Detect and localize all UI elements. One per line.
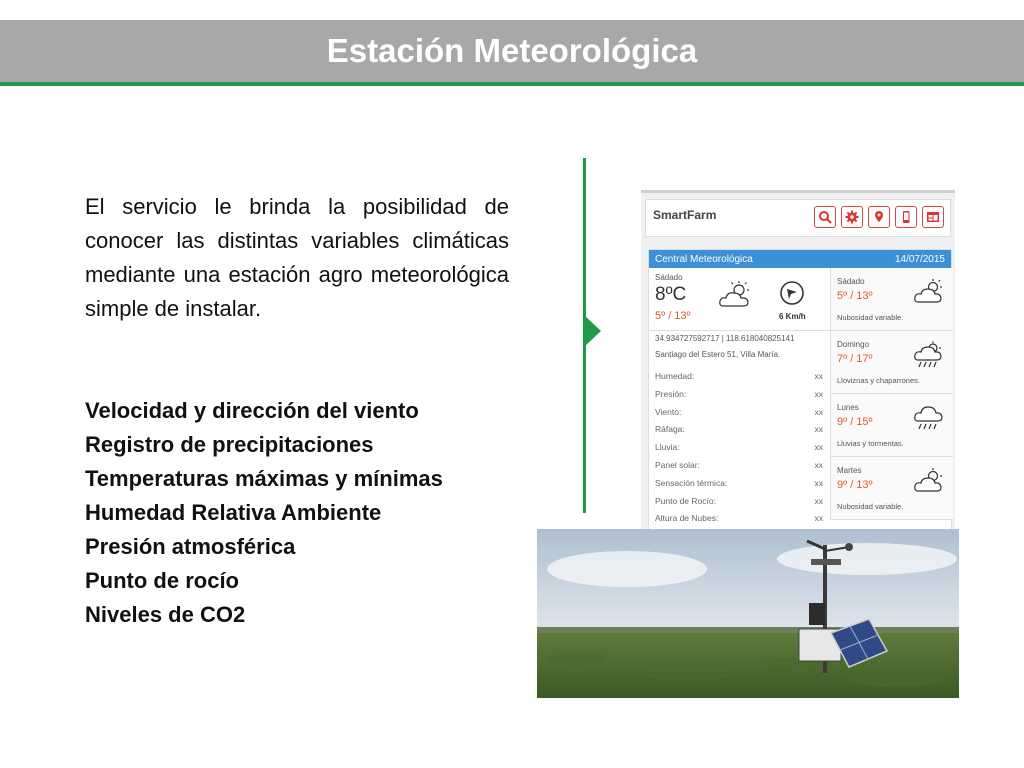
slide-title: Estación Meteorológica xyxy=(326,32,698,69)
forecast-range: 5º / 13º xyxy=(837,290,873,302)
divider-arrow-icon xyxy=(585,316,601,346)
address: Santiago del Estero 51, Villa María. xyxy=(655,350,781,359)
weather-station-photo xyxy=(537,529,959,698)
search-icon[interactable] xyxy=(814,206,836,228)
variable-label: Ráfaga: xyxy=(655,424,685,435)
variable-label: Lluvia: xyxy=(655,442,680,453)
variable-value: xx xyxy=(814,388,823,399)
wind-speed: 6 Km/h xyxy=(779,312,806,321)
forecast-range: 7º / 17º xyxy=(837,353,873,365)
coordinates: 34.934727592717 | 118.618040825141 xyxy=(649,330,830,343)
variable-label: Altura de Nubes: xyxy=(655,513,719,524)
forecast-item xyxy=(831,457,953,520)
current-temp: 8ºC xyxy=(655,284,687,305)
variable-row xyxy=(655,510,823,528)
wind-direction-icon xyxy=(779,280,805,306)
app-header xyxy=(645,199,951,237)
variable-row xyxy=(655,386,823,404)
current-range: 5º / 13º xyxy=(655,310,691,322)
variable-value: xx xyxy=(814,442,823,453)
variable-value: xx xyxy=(814,459,823,470)
feature-item: Punto de rocío xyxy=(85,568,239,593)
forecast-list xyxy=(830,268,953,520)
feature-list xyxy=(85,394,515,632)
current-conditions xyxy=(649,268,830,548)
title-underline xyxy=(0,82,1024,86)
forecast-range: 9º / 15º xyxy=(837,416,873,428)
feature-item: Temperaturas máximas y mínimas xyxy=(85,466,443,491)
variable-value: xx xyxy=(814,513,823,524)
variable-row xyxy=(655,404,823,422)
feature-item: Niveles de CO2 xyxy=(85,602,246,627)
forecast-desc: Lloviznas y chaparrones. xyxy=(837,376,920,385)
title-bar xyxy=(0,20,1024,82)
variable-value: xx xyxy=(814,371,823,381)
app-brand: SmartFarm xyxy=(653,208,717,222)
app-screenshot xyxy=(641,190,955,530)
intro-paragraph: El servicio le brinda la posibilidad de conocer las distintas variables climáticas mediante una estación agro meteorológica simple de instalar. xyxy=(85,194,509,321)
forecast-item xyxy=(831,268,953,331)
panel-date: 14/07/2015 xyxy=(894,253,945,265)
variable-row xyxy=(655,439,823,457)
forecast-day: Domingo xyxy=(837,340,870,349)
variable-label: Sensación térmica: xyxy=(655,477,728,488)
variable-row xyxy=(655,421,823,439)
variable-value: xx xyxy=(814,424,823,435)
feature-item: Presión atmosférica xyxy=(85,534,296,559)
phone-icon[interactable] xyxy=(895,206,917,228)
variable-row xyxy=(655,368,823,386)
variable-label: Viento: xyxy=(655,406,682,417)
variable-row xyxy=(655,493,823,511)
partly-cloudy-icon xyxy=(913,278,947,306)
forecast-day: Lunes xyxy=(837,403,859,412)
weather-panel xyxy=(648,249,952,539)
variable-row xyxy=(655,457,823,475)
variable-value: xx xyxy=(814,495,823,506)
variable-row xyxy=(655,475,823,493)
forecast-day: Martes xyxy=(837,466,862,475)
rain-icon xyxy=(913,341,947,369)
panel-title: Central Meteorológica xyxy=(655,253,753,265)
variables-list xyxy=(655,368,823,546)
dashboard-icon[interactable] xyxy=(922,206,944,228)
variable-value: xx xyxy=(814,477,823,488)
variable-label: Presión: xyxy=(655,388,687,399)
feature-item: Humedad Relativa Ambiente xyxy=(85,500,382,525)
forecast-range: 9º / 13º xyxy=(837,479,873,491)
feature-item: Velocidad y dirección del viento xyxy=(85,398,419,423)
forecast-day: Sádado xyxy=(837,277,865,286)
forecast-desc: Nubosidad variable. xyxy=(837,313,904,322)
variable-label: Punto de Rocío: xyxy=(655,495,716,506)
variable-label: Panel solar: xyxy=(655,459,700,470)
forecast-item xyxy=(831,331,953,394)
panel-header xyxy=(649,250,951,268)
gear-icon[interactable] xyxy=(841,206,863,228)
forecast-desc: Lluvias y tormentas. xyxy=(837,439,904,448)
forecast-desc: Nubosidad variable. xyxy=(837,502,904,511)
current-day: Sádado xyxy=(655,273,683,282)
variable-label: Humedad: xyxy=(655,371,695,381)
variable-value: xx xyxy=(814,406,823,417)
feature-item: Registro de precipitaciones xyxy=(85,432,374,457)
map-pin-icon[interactable] xyxy=(868,206,890,228)
storm-icon xyxy=(913,404,947,432)
partly-cloudy-icon xyxy=(913,467,947,495)
forecast-item xyxy=(831,394,953,457)
partly-cloudy-icon xyxy=(717,280,755,312)
app-toolbar xyxy=(814,206,944,228)
